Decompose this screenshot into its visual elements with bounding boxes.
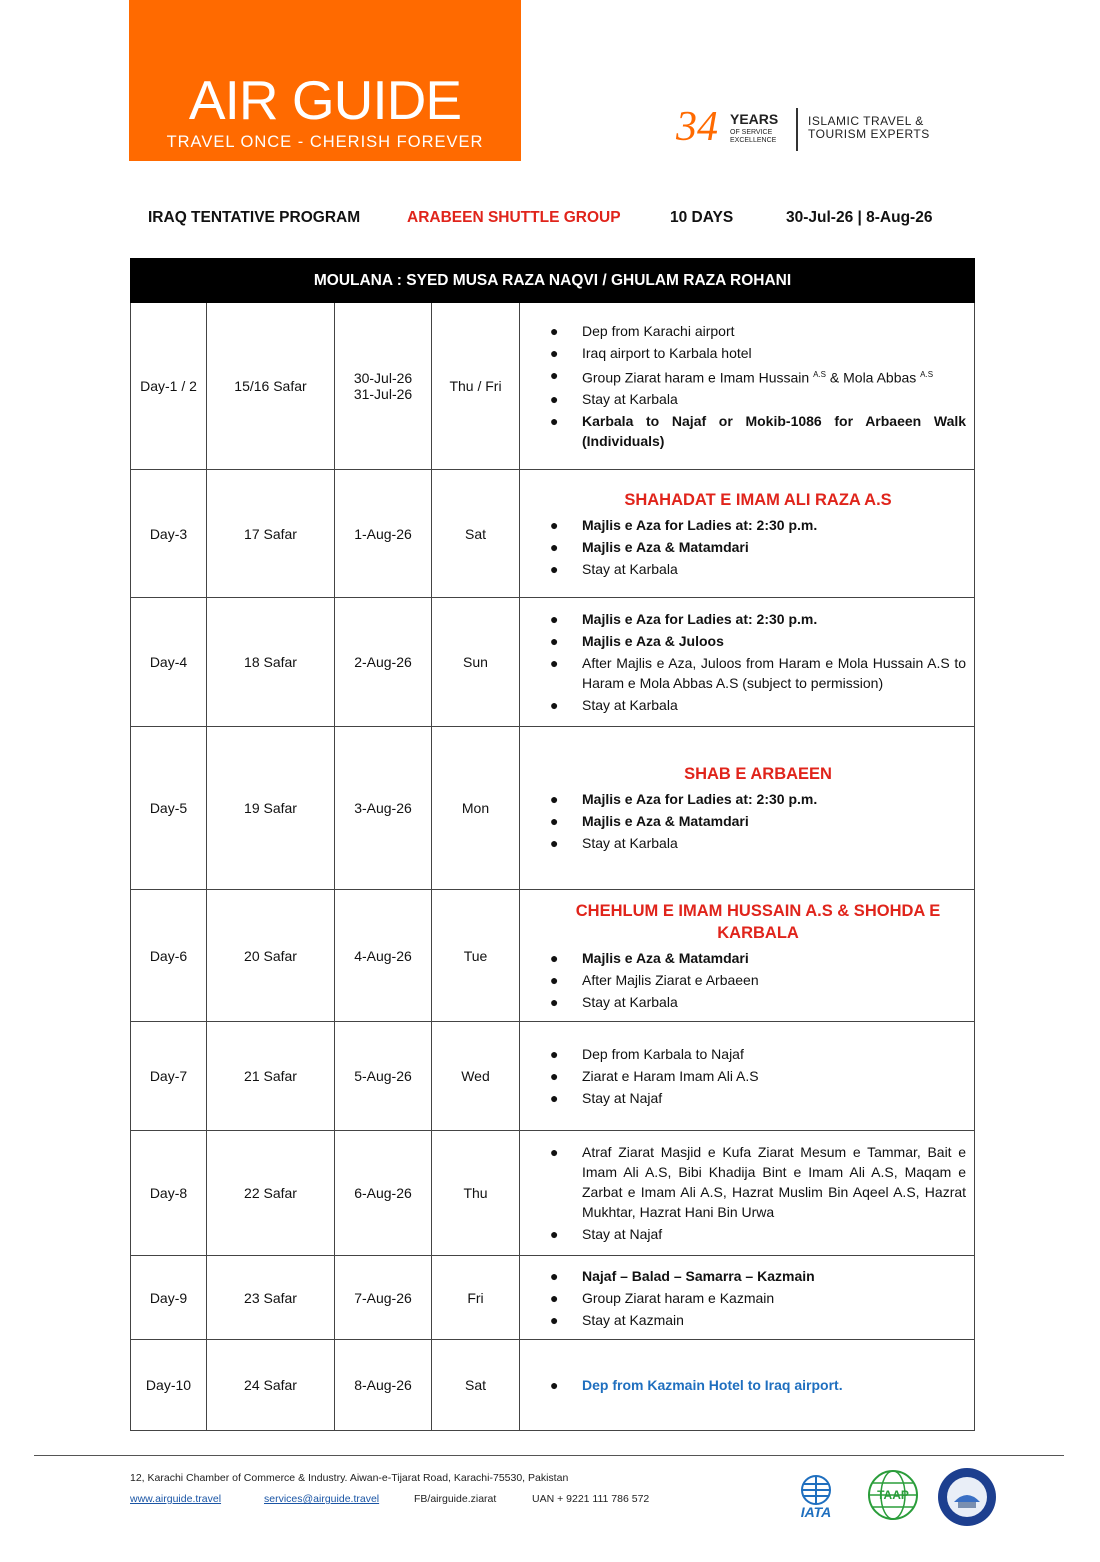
weekday-cell	[432, 1022, 520, 1131]
bullet-icon: ●	[550, 1090, 559, 1106]
email-link[interactable]: services@airguide.travel	[264, 1493, 380, 1505]
date-cell-text: 5-Aug-26	[354, 1068, 412, 1084]
hijri-date-cell-text: 15/16 Safar	[234, 378, 307, 394]
weekday-cell-text: Mon	[461, 800, 490, 816]
bullet-icon: ●	[550, 633, 559, 649]
chamber-seal-logo	[936, 1466, 998, 1528]
itinerary-text: Atraf Ziarat Masjid e Kufa Ziarat Mesum e Tammar, Bait e Imam Ali A.S, Bibi Khadija Bint e Imam Ali A.S, Maqam e Zarbat e Imam Ali A.S, Hazrat Muslim Bin Aqeel A.S, Hazrat Mukhtar, Hazrat Hani Bin Urwa	[582, 1144, 967, 1220]
schedule-row	[131, 727, 975, 890]
itinerary-list	[550, 321, 966, 452]
day-cell	[131, 1131, 207, 1256]
itinerary-item	[550, 1066, 966, 1086]
itinerary-text: After Majlis e Aza, Juloos from Haram e Mola Hussain A.S to Haram e Mola Abbas A.S (subject to permission)	[582, 655, 967, 691]
date-cell	[335, 890, 432, 1022]
weekday-cell	[432, 1131, 520, 1256]
day-cell-text: Day-4	[149, 654, 188, 670]
program-title: IRAQ TENTATIVE PROGRAM	[148, 209, 361, 226]
weekday-cell-text: Thu	[463, 1185, 488, 1201]
weekday-cell	[432, 303, 520, 470]
itinerary-item	[550, 515, 966, 535]
itinerary-text: Majlis e Aza for Ladies at: 2:30 p.m.	[582, 791, 818, 807]
itinerary-item	[550, 1266, 966, 1286]
bullet-icon: ●	[550, 1267, 559, 1284]
schedule-row	[131, 303, 975, 470]
program-group: ARABEEN SHUTTLE GROUP	[407, 209, 621, 226]
date-cell-text: 8-Aug-26	[354, 1377, 412, 1393]
itinerary-item	[550, 1088, 966, 1108]
weekday-cell-text: Sat	[464, 1377, 486, 1393]
itinerary-item	[550, 631, 966, 651]
day-cell	[131, 1022, 207, 1131]
event-heading: CHEHLUM E IMAM HUSSAIN A.S & SHOHDA E KARBALA	[575, 901, 941, 942]
day-cell-text: Day-10	[145, 1377, 192, 1393]
weekday-cell-text: Tue	[463, 947, 488, 964]
itinerary-text: Majlis e Aza for Ladies at: 2:30 p.m.	[582, 516, 818, 533]
date-cell-text: 2-Aug-26	[354, 654, 412, 670]
superscript: A.S	[920, 369, 934, 379]
hijri-date-cell	[207, 890, 335, 1022]
brand-logo	[129, 0, 521, 161]
bullet-icon: ●	[550, 1289, 559, 1306]
hijri-date-cell-text: 24 Safar	[244, 1377, 297, 1393]
bullet-icon: ●	[550, 1377, 559, 1393]
itinerary-item	[550, 789, 966, 809]
itinerary-list	[550, 948, 966, 1012]
itinerary-list	[550, 1266, 966, 1330]
itinerary-cell	[520, 1340, 975, 1431]
event-heading: SHAB E ARBAEEN	[684, 765, 832, 783]
badge-divider	[796, 108, 798, 151]
itinerary-cell	[520, 598, 975, 727]
itinerary-list	[550, 515, 966, 579]
schedule-row	[131, 470, 975, 598]
date-cell-text: 7-Aug-26	[354, 1289, 412, 1306]
itinerary-item	[550, 411, 966, 451]
itinerary-item	[550, 389, 966, 409]
itinerary-cell	[520, 890, 975, 1022]
day-cell-text: Day-7	[149, 1068, 188, 1084]
itinerary-text: Majlis e Aza & Juloos	[582, 633, 724, 649]
hijri-date-cell	[207, 1340, 335, 1431]
hijri-date-cell	[207, 727, 335, 890]
day-cell	[131, 890, 207, 1022]
bullet-icon: ●	[550, 1068, 559, 1084]
logo-tagline: TRAVEL ONCE - CHERISH FOREVER	[166, 133, 484, 151]
bullet-icon: ●	[550, 1046, 559, 1062]
itinerary-text: Najaf – Balad – Samarra – Kazmain	[582, 1267, 815, 1284]
footer-divider	[34, 1455, 1064, 1456]
weekday-cell-text: Fri	[467, 1289, 484, 1306]
itinerary-list	[550, 609, 966, 715]
day-cell	[131, 1256, 207, 1340]
date-cell-text: 4-Aug-26	[354, 947, 412, 964]
hijri-date-cell	[207, 1131, 335, 1256]
itinerary-text: Iraq airport to Karbala hotel	[582, 344, 752, 361]
weekday-cell	[432, 598, 520, 727]
itinerary-text: Stay at Karbala	[582, 835, 678, 851]
day-cell-text: Day-1 / 2	[140, 378, 197, 394]
bullet-icon: ●	[550, 1311, 559, 1328]
bullet-icon: ●	[550, 655, 559, 671]
day-cell	[131, 470, 207, 598]
bullet-icon: ●	[550, 322, 559, 339]
schedule-row	[131, 890, 975, 1022]
itinerary-text: Stay at Najaf	[582, 1226, 663, 1242]
itinerary-item	[550, 948, 966, 968]
bullet-icon: ●	[550, 697, 559, 713]
bullet-icon: ●	[550, 813, 559, 829]
bullet-icon: ●	[550, 516, 559, 533]
schedule-row	[131, 1131, 975, 1256]
itinerary-text: Group Ziarat haram e Kazmain	[582, 1289, 775, 1306]
itinerary-item	[550, 537, 966, 557]
itinerary-cell	[520, 727, 975, 890]
hijri-date-cell	[207, 303, 335, 470]
bullet-icon: ●	[550, 611, 559, 627]
badge-sub-2: EXCELLENCE	[730, 137, 777, 144]
itinerary-text: Group Ziarat haram e Imam Hussain	[582, 369, 810, 386]
itinerary-item	[550, 1044, 966, 1064]
hijri-date-cell-text: 18 Safar	[244, 654, 297, 670]
footer-address: 12, Karachi Chamber of Commerce & Industry. Aiwan-e-Tijarat Road, Karachi-75530, Pakistan	[130, 1472, 569, 1484]
itinerary-text: Stay at Karbala	[582, 993, 678, 1010]
badge-number: 34	[676, 104, 718, 150]
schedule-row	[131, 1022, 975, 1131]
weekday-cell-text: Sat	[464, 525, 486, 542]
taap-logo	[860, 1467, 926, 1523]
itinerary-text: Dep from Kazmain Hotel to Iraq airport.	[582, 1377, 843, 1393]
superscript: A.S	[813, 369, 826, 379]
date-cell	[335, 1256, 432, 1340]
hijri-date-cell-text: 17 Safar	[244, 525, 297, 542]
iata-text: IATA	[800, 1504, 832, 1520]
itinerary-text: Stay at Kazmain	[582, 1311, 684, 1328]
bullet-icon: ●	[550, 538, 559, 555]
day-cell	[131, 303, 207, 470]
hijri-date-cell-text: 20 Safar	[244, 947, 297, 964]
hijri-date-cell	[207, 470, 335, 598]
date-cell-text-2: 31-Jul-26	[353, 386, 413, 402]
itinerary-item	[550, 321, 966, 341]
weekday-cell	[432, 890, 520, 1022]
bullet-icon: ●	[550, 835, 559, 851]
date-cell-text: 1-Aug-26	[354, 525, 412, 542]
hijri-date-cell-text: 23 Safar	[244, 1289, 297, 1306]
itinerary-item	[550, 1142, 966, 1222]
bullet-icon: ●	[550, 993, 559, 1010]
itinerary-text: Ziarat e Haram Imam Ali A.S	[582, 1068, 759, 1084]
itinerary-text: Stay at Karbala	[582, 391, 678, 408]
day-cell-text: Day-8	[149, 1185, 188, 1201]
itinerary-text: Majlis e Aza & Matamdari	[582, 813, 749, 829]
weekday-cell	[432, 1340, 520, 1431]
itinerary-item	[550, 811, 966, 831]
weekday-cell	[432, 727, 520, 890]
itinerary-list	[550, 1375, 966, 1395]
itinerary-text: Majlis e Aza for Ladies at: 2:30 p.m.	[582, 611, 818, 627]
facebook-handle: FB/airguide.ziarat	[414, 1493, 497, 1505]
date-cell-text: 3-Aug-26	[354, 800, 412, 816]
itinerary-text: After Majlis Ziarat e Arbaeen	[582, 971, 759, 988]
program-dates: 30-Jul-26 | 8-Aug-26	[786, 209, 933, 226]
schedule-row	[131, 1256, 975, 1340]
itinerary-list	[550, 789, 966, 853]
hijri-date-cell-text: 19 Safar	[244, 800, 297, 816]
bullet-icon: ●	[550, 1226, 559, 1242]
itinerary-cell	[520, 1022, 975, 1131]
itinerary-text: Majlis e Aza & Matamdari	[582, 949, 749, 966]
itinerary-text: Stay at Najaf	[582, 1090, 663, 1106]
day-cell-text: Day-6	[149, 947, 188, 964]
itinerary-text: Dep from Karachi airport	[582, 322, 735, 339]
date-cell	[335, 727, 432, 890]
day-cell	[131, 1340, 207, 1431]
itinerary-item	[550, 1288, 966, 1308]
itinerary-item	[550, 609, 966, 629]
badge-tagline	[808, 115, 930, 141]
logo-title: AIR GUIDE	[188, 69, 462, 131]
iata-logo	[780, 1470, 852, 1520]
weekday-cell-text: Thu / Fri	[449, 378, 502, 394]
badge-years: YEARS	[730, 111, 779, 127]
itinerary-text: Majlis e Aza & Matamdari	[582, 538, 749, 555]
itinerary-text: Karbala to Najaf or Mokib-1086 for Arbaeen Walk (Individuals)	[582, 413, 967, 450]
weekday-cell-text: Wed	[461, 1068, 490, 1084]
itinerary-cell	[520, 303, 975, 470]
date-cell	[335, 470, 432, 598]
itinerary-item	[550, 970, 966, 990]
date-cell	[335, 1131, 432, 1256]
bullet-icon: ●	[550, 949, 559, 966]
itinerary-text: Stay at Karbala	[582, 560, 678, 577]
itinerary-item	[550, 365, 966, 388]
moulana-header: MOULANA : SYED MUSA RAZA NAQVI / GHULAM RAZA ROHANI	[131, 259, 975, 303]
bullet-icon: ●	[550, 344, 559, 361]
date-cell	[335, 1340, 432, 1431]
itinerary-item	[550, 1224, 966, 1244]
itinerary-text: Dep from Karbala to Najaf	[582, 1046, 744, 1062]
website-link[interactable]: www.airguide.travel	[130, 1493, 222, 1505]
itinerary-item	[550, 343, 966, 363]
itinerary-item	[550, 1375, 966, 1395]
itinerary-item	[550, 833, 966, 853]
weekday-cell-text: Sun	[463, 654, 488, 670]
badge-sub-1: OF SERVICE	[730, 129, 773, 136]
bullet-icon: ●	[550, 971, 559, 988]
bullet-icon: ●	[550, 560, 559, 577]
itinerary-item	[550, 1310, 966, 1330]
hijri-date-cell-text: 21 Safar	[244, 1068, 297, 1084]
hijri-date-cell-text: 22 Safar	[244, 1185, 297, 1201]
day-cell-text: Day-9	[149, 1289, 188, 1306]
schedule-row	[131, 1340, 975, 1431]
badge-right-1: ISLAMIC TRAVEL &	[808, 114, 924, 128]
bullet-icon: ●	[550, 791, 559, 807]
bullet-icon: ●	[550, 413, 559, 430]
day-cell-text: Day-5	[149, 800, 188, 816]
uan-number: UAN + 9221 111 786 572	[532, 1493, 650, 1505]
itinerary-item	[550, 559, 966, 579]
day-cell	[131, 598, 207, 727]
schedule-table	[130, 258, 975, 1431]
itinerary-item	[550, 695, 966, 715]
experience-badge	[676, 104, 966, 154]
hijri-date-cell	[207, 598, 335, 727]
hijri-date-cell	[207, 1022, 335, 1131]
bullet-icon: ●	[550, 366, 559, 383]
date-cell	[335, 598, 432, 727]
date-cell-text: 6-Aug-26	[354, 1185, 412, 1201]
itinerary-cell	[520, 470, 975, 598]
event-heading: SHAHADAT E IMAM ALI RAZA A.S	[624, 490, 892, 509]
day-cell	[131, 727, 207, 890]
itinerary-cell	[520, 1131, 975, 1256]
bullet-icon: ●	[550, 1144, 559, 1160]
badge-subtitle	[730, 129, 776, 145]
itinerary-list	[550, 1044, 966, 1108]
day-cell-text: Day-3	[149, 525, 188, 542]
schedule-row	[131, 598, 975, 727]
date-cell-text: 30-Jul-26	[353, 370, 413, 386]
badge-right-2: TOURISM EXPERTS	[808, 127, 930, 141]
itinerary-cell	[520, 1256, 975, 1340]
program-duration: 10 DAYS	[670, 209, 734, 226]
hijri-date-cell	[207, 1256, 335, 1340]
date-cell	[335, 303, 432, 470]
weekday-cell	[432, 470, 520, 598]
itinerary-list	[550, 1142, 966, 1244]
itinerary-item	[550, 992, 966, 1012]
date-cell	[335, 1022, 432, 1131]
weekday-cell	[432, 1256, 520, 1340]
bullet-icon: ●	[550, 391, 559, 408]
itinerary-text-mid: & Mola Abbas	[826, 369, 921, 386]
itinerary-item	[550, 653, 966, 693]
itinerary-text: Stay at Karbala	[582, 697, 678, 713]
taap-text: TAAP	[877, 1488, 909, 1502]
